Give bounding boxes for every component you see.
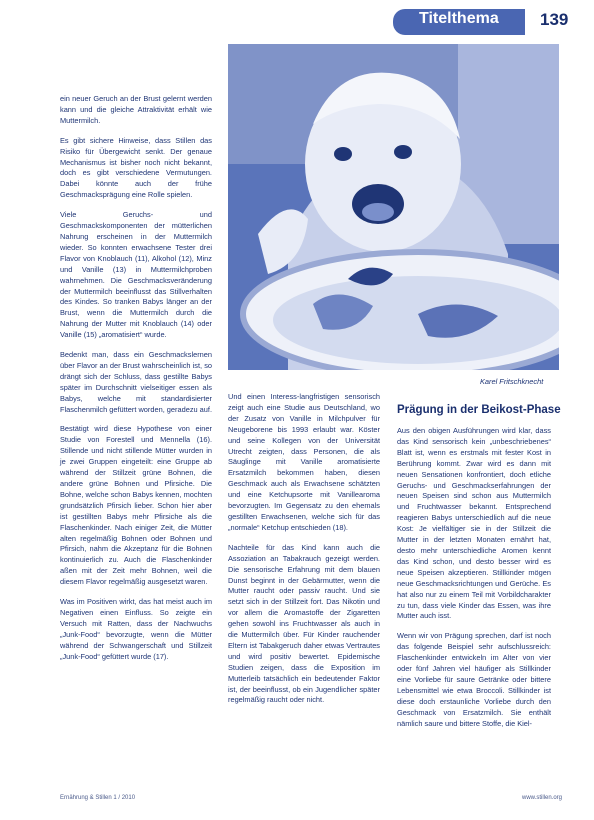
paragraph: Viele Geruchs- und Geschmackskomponenten der mütterlichen Nahrung erscheinen in der Muttermilch wieder. So konnten erwachsene Tester drei Flavor von Knoblauch (11), Alkohol (12), Minz und Vanille (13) in Muttermilchproben wahrnehmen. Die Geschmacksveränderung der Muttermilch beeinflusst das Stillverhalten des Kindes. So tranken Babys länger an der Brust, wenn die Muttermilch durch die Nahrung der Mutter mit Knoblauch (14) oder Vanille (15) „aromatisiert“ wurde. [60, 210, 212, 340]
baby-photo [228, 44, 559, 370]
paragraph: Bestätigt wird diese Hypothese von einer Studie von Forestell und Mennella (16). Stillende und nicht stillende Mütter wurden in je zwei Gruppen eingeteilt: eine Gruppe ab während der Stillzeit grüne Bohnen, die andere grüne Bohnen und Pfirsiche. Die Bohne, welche schon Babys kennen, mochten grundsätzlich Pfirsich lieber. Schon hier aber ist gestillten Babys mehr Pfirsiche als die Flaschenkinder. Nach einiger Zeit, die Mütter alten regelmäßig Bohnen oder Bohnen und Pfirsich, nahm die Akzeptanz für die Bohnen kontinuierlich zu. Auch die Flaschenkinder aßen mit der Zeit mehr Bohnen, weil die diesem Flavor regelmäßig ausgesetzt waren. [60, 424, 212, 587]
photo-caption: Karel Fritschknecht [480, 377, 544, 386]
page-number: 139 [540, 10, 569, 29]
section-heading: Prägung in der Beikost-Phase [397, 404, 561, 416]
paragraph: Aus den obigen Ausführungen wird klar, dass das Kind sensorisch kein „unbeschriebenes“ Blatt ist, wenn es erstmals mit fester Kost in Berührung kommt. Zwar wird es dann mit neuen Sensationen konfrontiert, doch etliche Geruchs- und Geschmackserfahrungen der neuen Speisen sind schon aus Muttermilch und Fruchtwasser bekannt. Entsprechend reagieren Babys unterschiedlich auf die neue Kost: Je vielfältiger sie in der Stillzeit die Mutter in der letzten Monaten ernährt hat, desto mehr unterschiedliche Aromen kennt das Kind schon, und desto besser wird es neue Speisen akzeptieren. Stillkinder mögen neue Geschmacksrichtungen und Gerüche. Es hat also nur zu einem Teil mit Vorbildcharakter zu tun, dass viele Kinder das Essen, was ihre Mutter auch isst. [397, 426, 551, 621]
paragraph: Was im Positiven wirkt, das hat meist auch im Negativen einen Einfluss. So zeigte ein Versuch mit Ratten, dass der Nachwuchs „Junk-Food“ bevorzugte, wenn die Mütter während der Schwangerschaft und Stillzeit „Junk-Food“ gefüttert wurde (17). [60, 597, 212, 661]
footer-publication: Ernährung & Stillen 1 / 2010 [60, 795, 136, 801]
paragraph: Und einen Interess-langfristigen sensorisch zeigt auch eine Studie aus Deutschland, wo der Zusatz von Vanille in Milchpulver für Neugeborene bis 1993 erlaubt war. Köster und seine Kollegen von der Universität Utrecht zeigten, dass Personen, die als Säuglinge mit Vanille aromatisierte Ersatzmilch bekommen haben, diesen Geschmack auch als Erwachsene schätzten und eine Ketchupsorte mit Vanillearoma bevorzugten. Im Gegensatz zu den ehemals gestillten Erwachsenen, welche sich für das „normale“ Ketchup entschieden (18). [228, 392, 380, 532]
paragraph: Wenn wir von Prägung sprechen, darf ist noch das folgende Beispiel sehr aufschlussreich: Flaschenkinder entwickeln im Alter von vier oder fünf Jahren viel häufiger als Stillkinder eine Vorliebe für saure Getränke oder bittere Lebensmittel wie etwa Broccoli. Stillkinder ist diese doch erstaunliche Vorliebe durch den Geschmack von Ersatzmilch. Sie enthält nämlich saure und bittere Stoffe, die Kiel- [397, 631, 551, 728]
paragraph: Nachteile für das Kind kann auch die Assoziation an Tabakrauch gezeigt werden. Die sensorische Erfahrung mit dem blauen Dunst beginnt in der Gebärmutter, wenn die Mutter raucht oder passiv raucht. Und sie setzt sich in der Stillzeit fort. Das Nikotin und vor allem die Aromastoffe der Zigaretten gehen sowohl ins Fruchtwasser als auch in die Muttermilch über. Für Kinder rauchender Eltern ist Tabakgeruch daher etwas Vertrautes und wird positiv bewertet. Epidemische Studien zeigen, dass die Exposition im Mutterleib tatsächlich ein bedeutender Faktor ist, der beeinflusst, ob ein Jugendlicher später regelmäßig raucht oder nicht. [228, 542, 380, 705]
paragraph: Bedenkt man, dass ein Geschmackslernen über Flavor an der Brust wahrscheinlich ist, so drängt sich der Schluss, dass gestillte Babys später im Durchschnitt vielseitiger essen als Babys, welche mit standardisierter Flaschenmilch gefüttert worden, geradezu auf. [60, 350, 213, 414]
text-column-1 [60, 94, 212, 672]
footer-website: www.stillen.org [522, 795, 563, 801]
paragraph: Es gibt sichere Hinweise, dass Stillen das Risiko für Übergewicht senkt. Der genaue Mechanismus ist bisher noch nicht bekannt, doch es gibt verschiedene Vermutungen. Dabei könnte auch der frühe Geschmacksprägung eine Rolle spielen. [60, 135, 212, 200]
paragraph: ein neuer Geruch an der Brust gelernt werden kann und die gleiche Attraktivität erhält wie Muttermilch. [60, 94, 212, 125]
section-title: Titelthema [419, 10, 499, 27]
text-column-3 [397, 426, 551, 738]
baby-eating-illustration [228, 44, 559, 370]
text-column-2 [228, 392, 380, 715]
